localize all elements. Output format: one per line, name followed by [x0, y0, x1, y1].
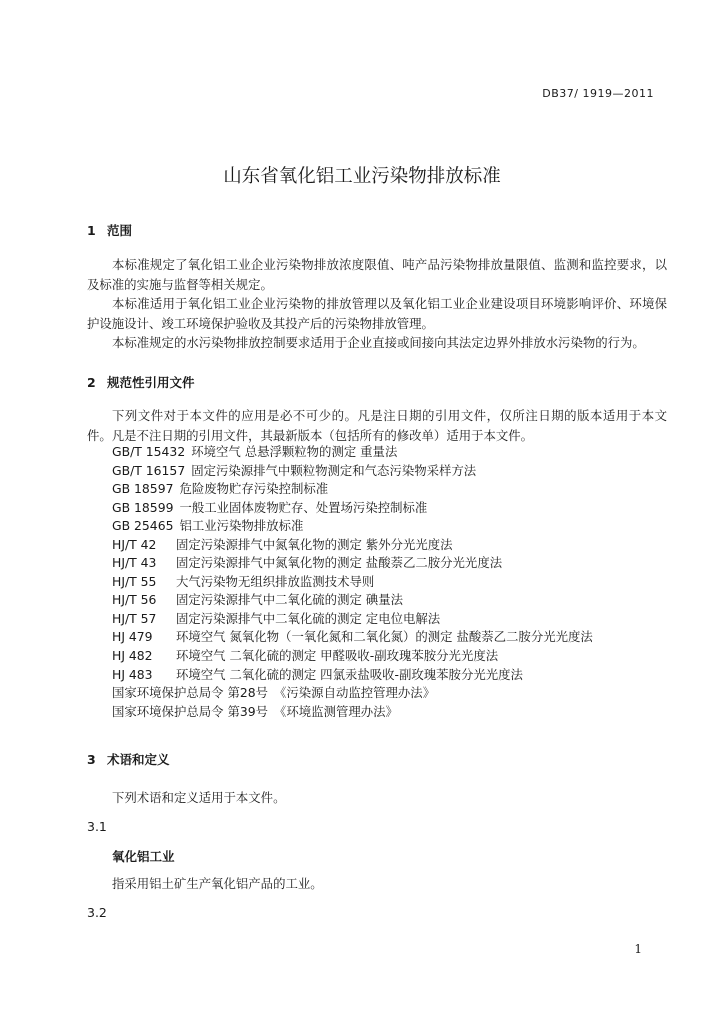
document-code: DB37/ 1919—2011 — [542, 87, 654, 100]
scope-paragraph-1: 本标准规定了氧化铝工业企业污染物排放浓度限值、吨产品污染物排放量限值、监测和监控要求，以及标准的实施与监督等相关规定。 — [87, 257, 667, 292]
document-title: 山东省氧化铝工业污染物排放标准 — [223, 166, 501, 187]
term-definition: 指采用铝土矿生产氧化铝产品的工业。 — [112, 876, 323, 891]
reference-code: GB/T 16157 — [112, 462, 186, 478]
references-intro: 下列文件对于本文件的应用是必不可少的。凡是注日期的引用文件，仅所注日期的版本适用于本文件。凡是不注日期的引用文件，其最新版本（包括所有的修改单）适用于本文件。 — [87, 408, 667, 443]
reference-title: 固定污染源排气中二氧化硫的测定 定电位电解法 — [176, 610, 441, 626]
reference-code: HJ/T 43 — [112, 555, 157, 571]
section-heading-scope — [87, 221, 132, 239]
reference-title: 固定污染源排气中二氧化硫的测定 碘量法 — [176, 592, 403, 608]
reference-item — [112, 591, 593, 610]
reference-title: 环境空气 氮氧化物（一氧化氮和二氧化氮）的测定 盐酸萘乙二胺分光光度法 — [176, 629, 593, 645]
reference-item — [112, 666, 593, 685]
reference-list — [112, 443, 593, 721]
terms-intro: 下列术语和定义适用于本文件。 — [112, 790, 286, 805]
reference-code: 国家环境保护总局令 第39号 — [112, 703, 269, 719]
reference-code: GB/T 15432 — [112, 444, 186, 459]
term-name: 氧化铝工业 — [112, 849, 175, 864]
reference-title: 《污染源自动监控管理办法》 — [274, 685, 436, 701]
reference-item — [112, 628, 593, 647]
reference-title: 大气污染物无组织排放监测技术导则 — [176, 573, 375, 589]
term-number: 3.1 — [87, 819, 107, 834]
reference-code: HJ 482 — [112, 648, 153, 664]
reference-title: 环境空气 二氧化硫的测定 甲醛吸收-副玫瑰苯胺分光光度法 — [176, 648, 499, 664]
reference-code: 国家环境保护总局令 第28号 — [112, 685, 269, 701]
term-number: 3.2 — [87, 905, 107, 920]
section-number: 2 — [87, 375, 96, 390]
section-number: 1 — [87, 223, 96, 238]
reference-title: 固定污染源排气中颗粒物测定和气态污染物采样方法 — [191, 462, 477, 478]
reference-code: HJ/T 42 — [112, 536, 157, 552]
section-heading-normative-references — [87, 373, 195, 391]
reference-code: HJ/T 57 — [112, 610, 157, 626]
reference-title: 环境空气 总悬浮颗粒物的测定 重量法 — [191, 444, 398, 459]
reference-title: 铝工业污染物排放标准 — [179, 518, 304, 534]
reference-title: 一般工业固体废物贮存、处置场污染控制标准 — [179, 499, 428, 515]
reference-item — [112, 703, 593, 722]
reference-title: 环境空气 二氧化硫的测定 四氯汞盐吸收-副玫瑰苯胺分光光度法 — [176, 666, 523, 682]
reference-code: HJ 479 — [112, 629, 153, 645]
section-title: 规范性引用文件 — [107, 375, 195, 390]
reference-item — [112, 462, 593, 481]
reference-item — [112, 610, 593, 629]
scope-paragraph-2: 本标准适用于氧化铝工业企业污染物的排放管理以及氧化铝工业企业建设项目环境影响评价、环境保护设施设计、竣工环境保护验收及其投产后的污染物排放管理。 — [87, 296, 667, 331]
reference-title: 《环境监测管理办法》 — [274, 703, 398, 719]
reference-title: 固定污染源排气中氮氧化物的测定 盐酸萘乙二胺分光光度法 — [176, 555, 503, 571]
reference-code: HJ/T 55 — [112, 573, 157, 589]
reference-item — [112, 647, 593, 666]
section-number: 3 — [87, 752, 96, 767]
page-number: 1 — [634, 942, 642, 956]
reference-item — [112, 480, 593, 499]
reference-title: 危险废物贮存污染控制标准 — [179, 481, 329, 497]
reference-item — [112, 499, 593, 518]
reference-code: GB 18599 — [112, 499, 174, 515]
section-title: 范围 — [107, 223, 133, 238]
scope-paragraph-3: 本标准规定的水污染物排放控制要求适用于企业直接或间接向其法定边界外排放水污染物的行为。 — [112, 335, 645, 350]
reference-item — [112, 684, 593, 703]
reference-item — [112, 443, 593, 462]
reference-item — [112, 536, 593, 555]
reference-code: HJ 483 — [112, 666, 153, 682]
reference-code: GB 18597 — [112, 481, 174, 497]
reference-code: HJ/T 56 — [112, 592, 157, 608]
reference-code: GB 25465 — [112, 518, 174, 534]
section-title: 术语和定义 — [107, 752, 170, 767]
reference-item — [112, 517, 593, 536]
reference-item — [112, 554, 593, 573]
reference-item — [112, 573, 593, 592]
reference-title: 固定污染源排气中氮氧化物的测定 紫外分光光度法 — [176, 536, 453, 552]
section-heading-terms-definitions — [87, 750, 170, 768]
